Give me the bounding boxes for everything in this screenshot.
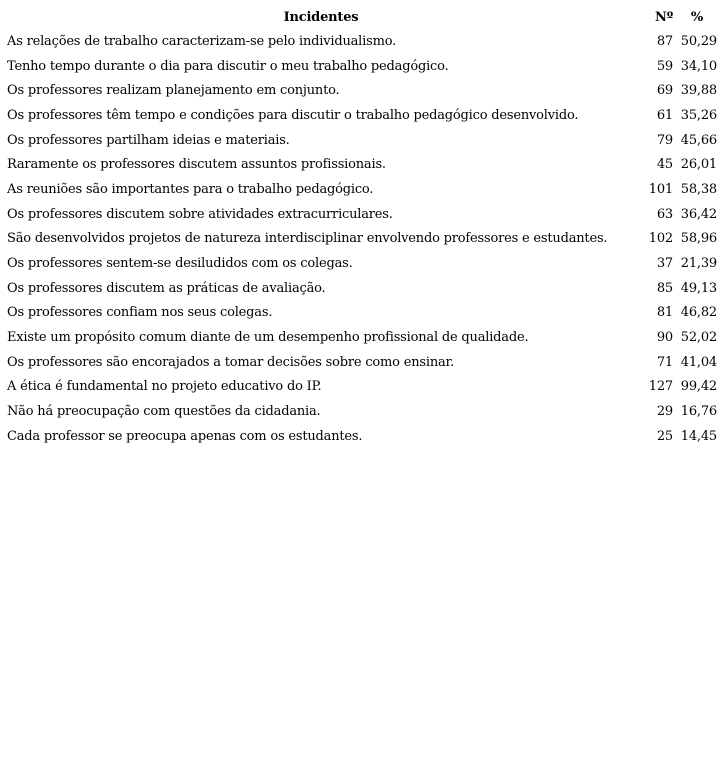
header-incidentes: Incidentes [283,9,359,25]
count-value: 63 [656,206,673,222]
table-row [5,202,719,227]
percent-value: 26,01 [680,157,717,173]
incident-text: A ética é fundamental no projeto educativo do IP. [7,379,322,395]
table-row [5,325,719,350]
table-row [5,78,719,103]
percent-value: 46,82 [680,305,717,321]
percent-value: 36,42 [680,206,717,222]
percent-value: 52,02 [680,330,717,346]
count-value: 79 [656,132,673,148]
table-row [5,128,719,153]
percent-value: 35,26 [680,107,717,123]
table-row [5,103,719,128]
count-value: 81 [656,305,673,321]
count-value: 29 [656,404,673,420]
percent-value: 41,04 [680,354,717,370]
percent-value: 39,88 [680,83,717,99]
table-row [5,424,719,449]
incident-text: As reuniões são importantes para o trabalho pedagógico. [7,181,374,197]
incident-text: Não há preocupação com questões da cidadania. [7,404,321,420]
header-percent: % [690,9,704,25]
percent-value: 99,42 [680,379,717,395]
count-value: 127 [648,379,673,395]
incident-text: Os professores confiam nos seus colegas. [7,305,273,321]
incident-text: Os professores discutem sobre atividades extracurriculares. [7,206,393,222]
incident-text: Os professores partilham ideias e materiais. [7,132,290,148]
count-value: 59 [656,58,673,74]
percent-value: 49,13 [680,280,717,296]
count-value: 90 [656,330,673,346]
incident-text: Tenho tempo durante o dia para discutir o meu trabalho pedagógico. [7,58,449,74]
count-value: 25 [656,428,673,444]
percent-value: 16,76 [680,404,717,420]
table-row [5,350,719,375]
table-row [5,54,719,79]
incident-text: Cada professor se preocupa apenas com os estudantes. [7,428,363,444]
count-value: 71 [656,354,673,370]
count-value: 69 [656,83,673,99]
table-row [5,399,719,424]
incident-text: Os professores são encorajados a tomar decisões sobre como ensinar. [7,354,455,370]
header-count: Nº [655,9,673,25]
incident-text: Os professores têm tempo e condições para discutir o trabalho pedagógico desenvolvido. [7,107,579,123]
percent-value: 58,96 [680,231,717,247]
header-row [5,5,719,29]
count-value: 37 [656,256,673,272]
count-value: 87 [656,33,673,49]
count-value: 45 [656,157,673,173]
incident-text: São desenvolvidos projetos de natureza interdisciplinar envolvendo professores e estudantes. [7,231,608,247]
table-row [5,152,719,177]
incident-text: As relações de trabalho caracterizam-se pelo individualismo. [7,33,397,49]
percent-value: 58,38 [680,181,717,197]
incident-text: Os professores realizam planejamento em conjunto. [7,83,340,99]
count-value: 85 [656,280,673,296]
incidents-table [5,5,719,449]
table-row [5,29,719,54]
table-row [5,375,719,400]
table-row [5,177,719,202]
count-value: 101 [648,181,673,197]
count-value: 102 [648,231,673,247]
percent-value: 45,66 [680,132,717,148]
table-row [5,251,719,276]
incident-text: Os professores sentem-se desiludidos com os colegas. [7,256,353,272]
incident-text: Raramente os professores discutem assuntos profissionais. [7,157,386,173]
count-value: 61 [656,107,673,123]
table-header [5,5,719,29]
incident-text: Existe um propósito comum diante de um desempenho profissional de qualidade. [7,330,529,346]
percent-value: 50,29 [680,33,717,49]
table-row [5,276,719,301]
percent-value: 21,39 [680,256,717,272]
incident-text: Os professores discutem as práticas de avaliação. [7,280,326,296]
table-row [5,227,719,252]
table-row [5,301,719,326]
percent-value: 14,45 [680,428,717,444]
table-body [5,29,719,449]
percent-value: 34,10 [680,58,717,74]
